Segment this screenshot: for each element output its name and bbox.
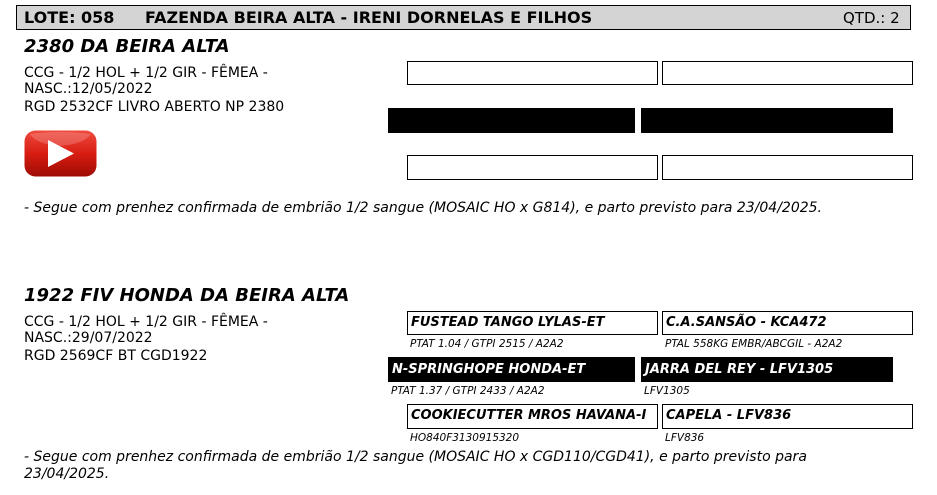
lot-quantity: QTD.: 2 [843,9,900,27]
pedigree-detail: LFV836 [665,432,705,444]
pedigree-detail: PTAT 1.04 / GTPI 2515 / A2A2 [410,338,564,350]
pedigree-maternal-grandsire [662,311,913,335]
animal-2-breed: CCG - 1/2 HOL + 1/2 GIR - FÊMEA - [24,314,268,330]
animal-1-note: - Segue com prenhez confirmada de embrião 1/2 sangue (MOSAIC HO x G814), e parto previsto para 23/04/2025. [24,200,822,216]
animal-1-birth: NASC.:12/05/2022 [24,81,153,97]
animal-1-registry: RGD 2532CF LIVRO ABERTO NP 2380 [24,99,285,115]
pedigree-dam [641,357,893,382]
animal-2-name: 1922 FIV HONDA DA BEIRA ALTA [24,285,350,306]
animal-1-name: 2380 DA BEIRA ALTA [24,36,230,57]
pedigree-box-empty [662,61,913,85]
pedigree-name: CAPELA - LFV836 [666,408,792,423]
pedigree-name: N-SPRINGHOPE HONDA-ET [392,362,586,377]
pedigree-detail: PTAT 1.37 / GTPI 2433 / A2A2 [391,385,545,397]
pedigree-box-empty [407,61,658,85]
pedigree-name: FUSTEAD TANGO LYLAS-ET [411,315,605,330]
animal-2-note: - Segue com prenhez confirmada de embrião 1/2 sangue (MOSAIC HO x CGD110/CGD41), e parto previsto para [24,449,807,465]
pedigree-detail: LFV1305 [644,385,690,397]
pedigree-name: C.A.SANSÃO - KCA472 [666,315,827,330]
youtube-play-icon[interactable] [24,130,97,177]
animal-2-note-continued: 23/04/2025. [24,466,110,482]
pedigree-detail: HO840F3130915320 [410,432,520,444]
pedigree-name: JARRA DEL REY - LFV1305 [645,362,834,377]
pedigree-box-empty [662,155,913,180]
pedigree-name: COOKIECUTTER MROS HAVANA-I [411,408,647,423]
pedigree-paternal-grandsire [407,311,658,335]
pedigree-detail: PTAL 558KG EMBR/ABCGIL - A2A2 [665,338,843,350]
farm-name: FAZENDA BEIRA ALTA - IRENI DORNELAS E FILHOS [145,8,593,27]
lot-number: LOTE: 058 [24,8,115,27]
animal-1-breed: CCG - 1/2 HOL + 1/2 GIR - FÊMEA - [24,65,268,81]
pedigree-box-redacted [641,108,893,133]
pedigree-maternal-granddam [662,404,913,429]
pedigree-box-redacted [388,108,635,133]
pedigree-sire [388,357,635,382]
pedigree-paternal-granddam [407,404,658,429]
pedigree-box-empty [407,155,658,180]
animal-2-birth: NASC.:29/07/2022 [24,330,153,346]
animal-2-registry: RGD 2569CF BT CGD1922 [24,348,208,364]
